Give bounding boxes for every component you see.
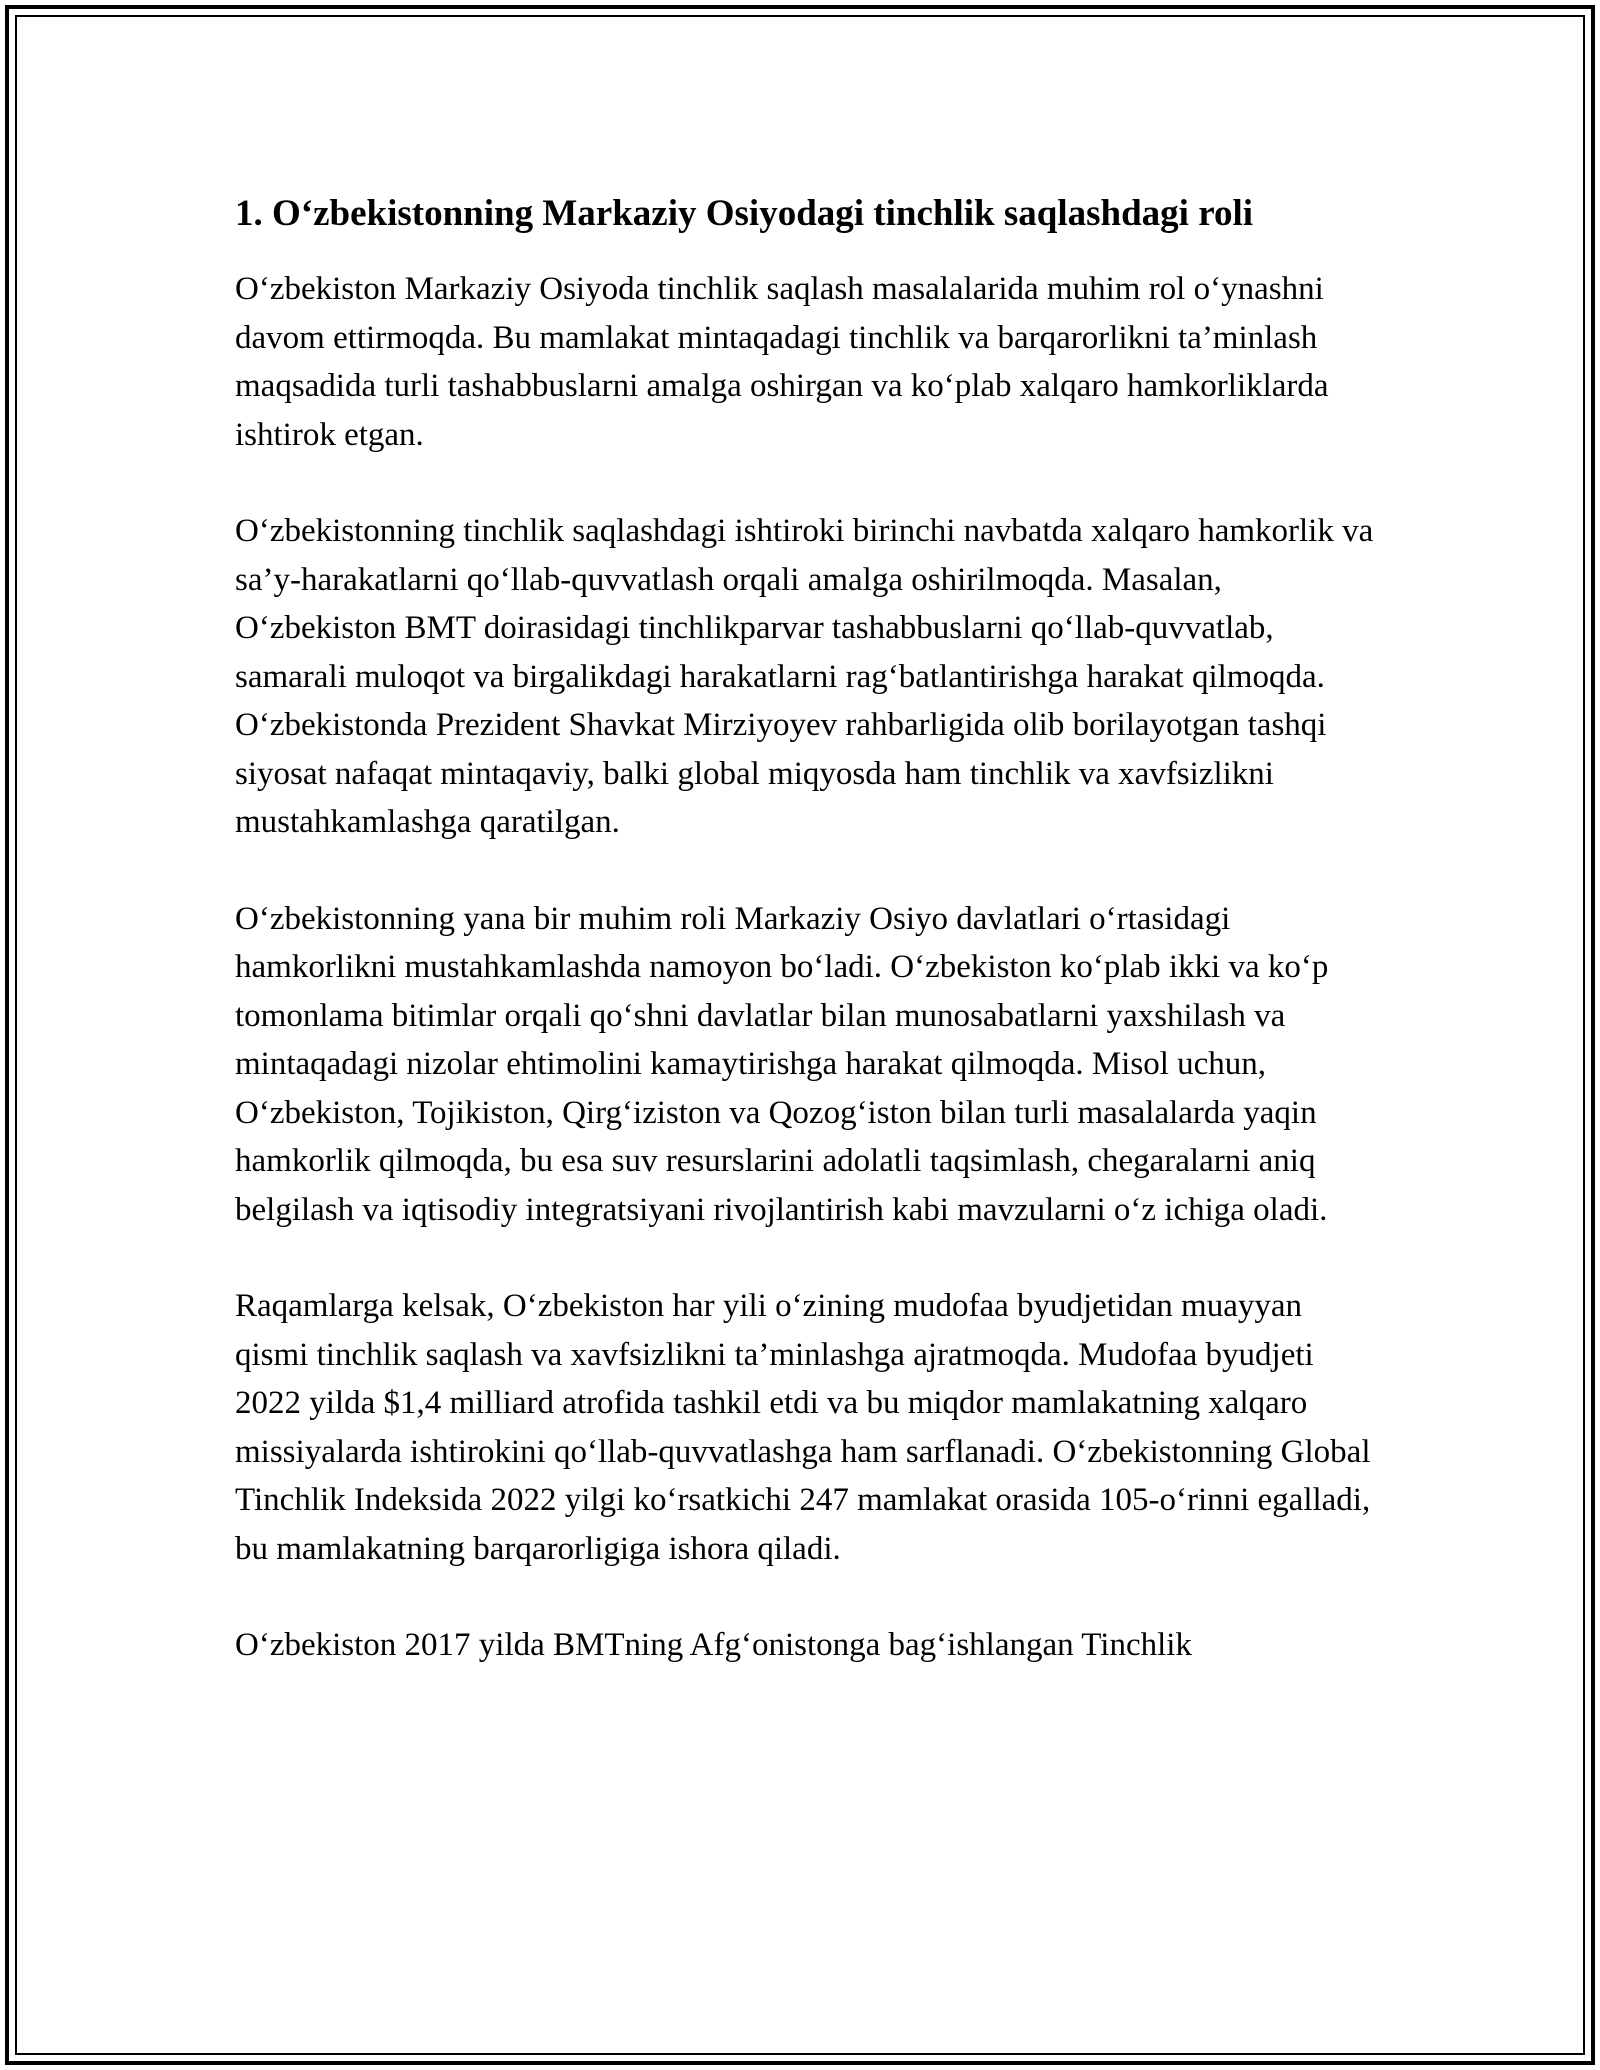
paragraph-intro: O‘zbekiston Markaziy Osiyoda tinchlik saqlash masalalarida muhim rol o‘ynashni davom ettirmoqda. Bu mamlakat mintaqadagi tinchlik va barqarorlikni ta’minlash maqsadida turli tashabbuslarni amalga oshirgan va ko‘plab xalqaro hamkorliklarda ishtirok etgan. — [235, 271, 1329, 453]
paragraph-regional-cooperation: O‘zbekistonning yana bir muhim roli Markaziy Osiyo davlatlari o‘rtasidagi hamkorlikni mustahkamlashda namoyon bo‘ladi. O‘zbekiston ko‘plab ikki va ko‘p tomonlama bitimlar orqali qo‘shni davlatlar bilan munosabatlarni yaxshilash va mintaqadagi nizolar ehtimolini kamaytirishga harakat qilmoqda. Misol uchun, O‘zbekiston, Tojikiston, Qirg‘iziston va Qozog‘iston bilan turli masalalarda yaqin hamkorlik qilmoqda, bu esa suv resurslarini adolatli taqsimlash, chegaralarni aniq belgilash va iqtisodiy integratsiyani rivojlantirish kabi mavzularni o‘z ichiga oladi. — [235, 900, 1329, 1228]
paragraph-international-cooperation: O‘zbekistonning tinchlik saqlashdagi ishtiroki birinchi navbatda xalqaro hamkorlik va sa’y-harakatlarni qo‘llab-quvvatlash orqali amalga oshirilmoqda. Masalan, O‘zbekiston BMT doirasidagi tinchlikparvar tashabbuslarni qo‘llab-quvvatlab, samarali muloqot va birgalikdagi harakatlarni rag‘batlantirishga harakat qilmoqda. O‘zbekistonda Prezident Shavkat Mirziyoyev rahbarligida olib borilayotgan tashqi siyosat nafaqat mintaqaviy, balki global miqyosda ham tinchlik va xavfsizlikni mustahkamlashga qaratilgan. — [235, 513, 1374, 840]
section-heading: 1. O‘zbekistonning Markaziy Osiyodagi tinchlik saqlashdagi roli — [235, 193, 1254, 234]
document-body — [235, 186, 1375, 1718]
paragraph-figures: Raqamlarga kelsak, O‘zbekiston har yili o‘zining mudofaa byudjetidan muayyan qismi tinchlik saqlash va xavfsizlikni ta’minlashga ajratmoqda. Mudofaa byudjeti 2022 yilda $1,4 milliard atrofida tashkil etdi va bu miqdor mamlakatning xalqaro missiyalarda ishtirokini qo‘llab-quvvatlashga ham sarflanadi. O‘zbekistonning Global Tinchlik Indeksida 2022 yilgi ko‘rsatkichi 247 mamlakat orasida 105-o‘rinni egalladi, bu mamlakatning barqarorligiga ishora qiladi. — [235, 1288, 1371, 1567]
paragraph-truncated: O‘zbekiston 2017 yilda BMTning Afg‘onistonga bag‘ishlangan Tinchlik — [235, 1627, 1192, 1663]
